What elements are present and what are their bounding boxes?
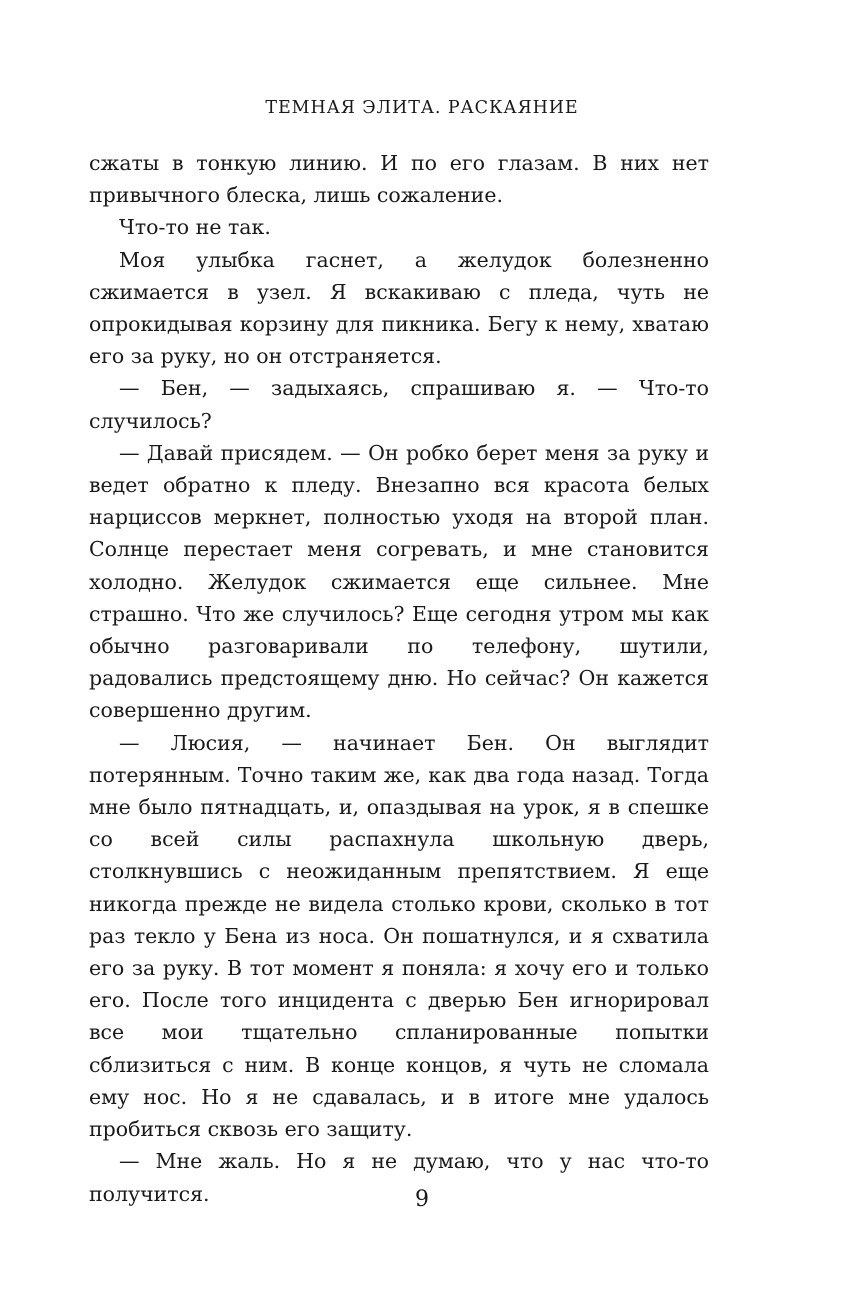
paragraph: Что-то не так. bbox=[119, 215, 271, 240]
paragraph: — Давай присядем. — Он робко берет меня за руку и ведет обратно к пледу. Внезапно вся красота белых нарциссов меркнет, полностью уходя на второй план. Солнце перестает меня согревать, и мне становится холодно. Желудок сжимается еще сильнее. Мне страшно. Что же случилось? Еще сегодня утром мы как обычно разговаривали по телефону, шутили, радовались предстоящему дню. Но сейчас? Он кажется совершенно другим. bbox=[89, 440, 709, 723]
paragraph: — Бен, — задыхаясь, спрашиваю я. — Что-то случилось? bbox=[89, 376, 709, 433]
body-text bbox=[89, 147, 709, 1210]
page-number: 9 bbox=[415, 1187, 429, 1212]
running-header: ТЕМНАЯ ЭЛИТА. РАСКАЯНИЕ bbox=[265, 98, 579, 118]
paragraph: — Люсия, — начинает Бен. Он выглядит потерянным. Точно таким же, как два года назад. Тогда мне было пятнадцать, и, опаздывая на урок, я в спешке со всей силы распахнула школьную дверь, столкнувшись с неожиданным препятствием. Я еще никогда прежде не видела столько крови, сколько в тот раз текло у Бена из носа. Он пошатнулся, и я схватила его за руку. В тот момент я поняла: я хочу его и только его. После того инцидента с дверью Бен игнорировал все мои тщательно спланированные попытки сблизиться с ним. В конце концов, я чуть не сломала ему нос. Но я не сдавалась, и в итоге мне удалось пробиться сквозь его защиту. bbox=[89, 730, 709, 1142]
paragraph: Моя улыбка гаснет, а желудок болезненно сжимается в узел. Я вскакиваю с пледа, чуть не опрокидывая корзину для пикника. Бегу к нему, хватаю его за руку, но он отстраняется. bbox=[89, 247, 709, 369]
paragraph: сжаты в тонкую линию. И по его глазам. В них нет привычного блеска, лишь сожаление. bbox=[89, 151, 709, 208]
paragraph: — Мне жаль. Но я не думаю, что у нас что-то получится. bbox=[89, 1149, 709, 1206]
